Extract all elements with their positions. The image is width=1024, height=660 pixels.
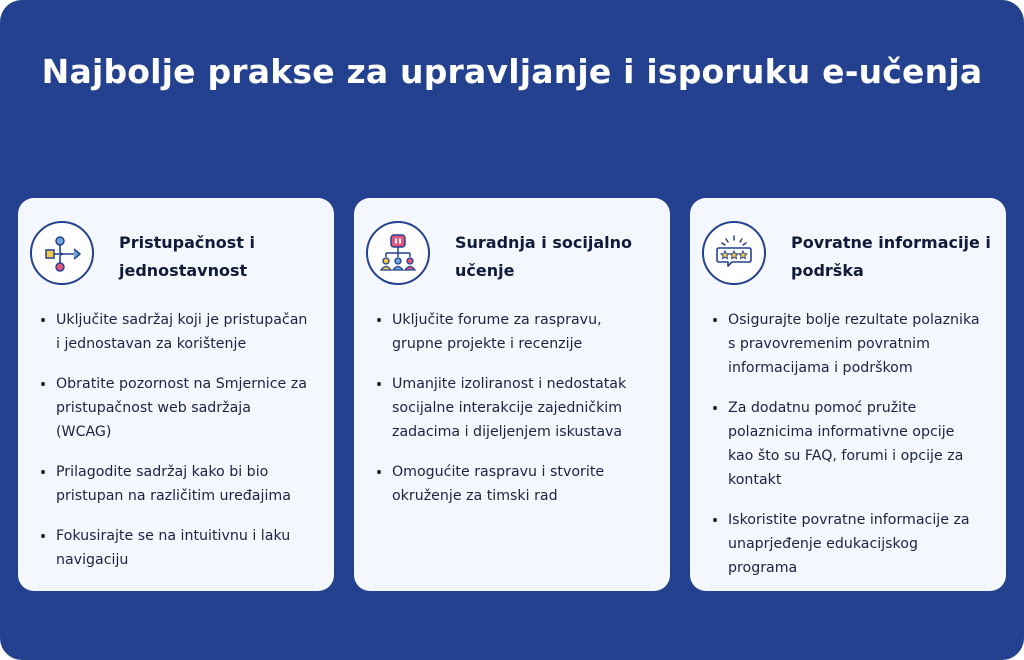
list-item: Obratite pozornost na Smjernice za pristupačnost web sadržaja (WCAG) <box>40 372 322 444</box>
card-title: Suradnja i socijalno učenje <box>455 233 632 280</box>
card-title: Povratne informacije i podrška <box>791 233 991 280</box>
list-item: Omogućite raspravu i stvorite okruženje za timski rad <box>376 460 658 508</box>
list-item: Uključite forume za raspravu, grupne projekte i recenzije <box>376 308 658 356</box>
list-item: Uključite sadržaj koji je pristupačan i jednostavan za korištenje <box>40 308 322 356</box>
list-item: Osigurajte bolje rezultate polaznika s pravovremenim povratnim informacijama i podrškom <box>712 308 994 380</box>
bullet-list <box>712 308 994 596</box>
rating-feedback-icon <box>702 221 766 285</box>
bullet-list <box>40 308 322 588</box>
page-title: Najbolje prakse za upravljanje i isporuku e-učenja <box>41 52 983 91</box>
list-item: Umanjite izoliranost i nedostatak socijalne interakcije zajedničkim zadacima i dijeljenjem iskustava <box>376 372 658 444</box>
bullet-list <box>376 308 658 524</box>
card-feedback <box>690 198 1006 591</box>
list-item: Za dodatnu pomoć pružite polaznicima informativne opcije kao što su FAQ, forumi i opcije za kontakt <box>712 396 994 492</box>
card-collaboration <box>354 198 670 591</box>
collaboration-group-icon <box>366 221 430 285</box>
list-item: Iskoristite povratne informacije za unaprjeđenje edukacijskog programa <box>712 508 994 580</box>
accessibility-flow-icon <box>30 221 94 285</box>
card-title: Pristupačnost i jednostavnost <box>119 233 256 280</box>
list-item: Prilagodite sadržaj kako bi bio pristupan na različitim uređajima <box>40 460 322 508</box>
list-item: Fokusirajte se na intuitivnu i laku navigaciju <box>40 524 322 572</box>
card-accessibility <box>18 198 334 591</box>
